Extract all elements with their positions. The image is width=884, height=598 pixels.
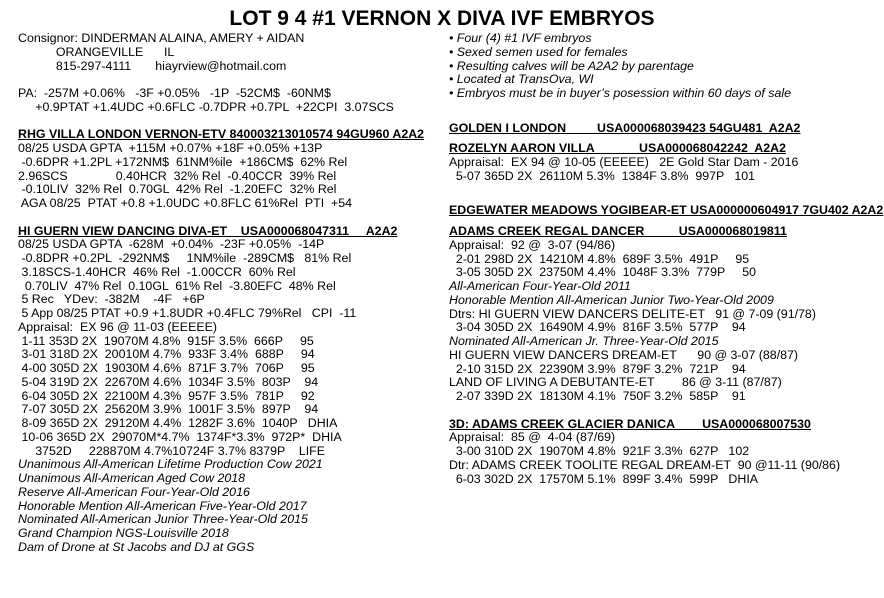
dam-record: 8-09 365D 2X 29120M 4.4% 1282F 3.6% 1040P DHIA xyxy=(18,416,338,430)
dam-record: 4-00 305D 2X 19030M 4.6% 871F 3.7% 706P 95 xyxy=(18,361,315,375)
dam-record: 7-07 305D 2X 25620M 3.9% 1001F 3.5% 897P 94 xyxy=(18,402,319,417)
bullet-item: • Sexed semen used for females xyxy=(449,44,628,59)
adams-line: 3-05 305D 2X 23750M 4.4% 1048F 3.3% 779P 50 xyxy=(449,265,756,280)
rozelyn-line: 5-07 365D 2X 26110M 5.3% 1384F 3.8% 997P 101 xyxy=(449,168,756,183)
adams-dtr: Dtrs: HI GUERN VIEW DANCERS DELITE-ET 91 @ 7-09 (91/78) xyxy=(449,306,816,321)
bullet-item: • Embryos must be in buyer’s posession within 60 days of sale xyxy=(449,86,792,100)
golden-london-header: GOLDEN I LONDON USA000068039423 54GU481 A2A2 xyxy=(449,120,801,135)
dam-award: Grand Champion NGS-Louisville 2018 xyxy=(18,526,229,540)
lot-title: LOT 9 4 #1 VERNON X DIVA IVF EMBRYOS xyxy=(229,7,655,30)
glacier-line: 3-00 310D 2X 19070M 4.8% 921F 3.3% 627P 102 xyxy=(449,444,750,458)
adams-dtr-record: 2-10 315D 2X 22390M 3.9% 879F 3.2% 721P 94 xyxy=(449,361,746,376)
adams-award: Honorable Mention All-American Junior Two-Year-Old 2009 xyxy=(449,292,774,307)
dam-line: 0.70LIV 47% Rel 0.10GL 61% Rel -3.80EFC 48% Rel xyxy=(18,278,336,293)
bullet-item: • Located at TransOva, WI xyxy=(449,72,594,87)
dam-lifetime: 3752D 228870M 4.7%10724F 3.7% 8379P LIFE xyxy=(18,443,325,458)
glacier-line: Dtr: ADAMS CREEK TOOLITE REGAL DREAM-ET 90 @11-11 (90/86) xyxy=(449,457,841,472)
sire-line: 2.96SCS 0.40HCR 32% Rel -0.40CCR 39% Rel xyxy=(18,168,337,183)
right-column xyxy=(449,31,884,486)
adams-line: Appraisal: 92 @ 3-07 (94/86) xyxy=(449,237,616,252)
dam-appraisal: Appraisal: EX 96 @ 11-03 (EEEEE) xyxy=(18,319,217,334)
adams-dtr: HI GUERN VIEW DANCERS DREAM-ET 90 @ 3-07 (88/87) xyxy=(449,347,799,362)
dam-line: 3.18SCS-1.40HCR 46% Rel -1.00CCR 60% Rel xyxy=(18,264,296,279)
glacier-line: 6-03 302D 2X 17570M 5.1% 899F 3.4% 599P DHIA xyxy=(449,471,759,486)
dam-line: 5 App 08/25 PTAT +0.9 +1.8UDR +0.4FLC 79%Rel CPI -11 xyxy=(18,306,357,320)
adams-dtr: LAND OF LIVING A DEBUTANTE-ET 86 @ 3-11 (87/87) xyxy=(449,375,782,390)
rozelyn-header: ROZELYN AARON VILLA USA000068042242 A2A2 xyxy=(449,141,786,156)
sire-line: -0.6DPR +1.2PL +172NM$ 61NM%ile +186CM$ 62% Rel xyxy=(18,154,348,169)
bullet-item: • Resulting calves will be A2A2 by parentage xyxy=(449,58,694,73)
dam-record: 1-11 353D 2X 19070M 4.8% 915F 3.5% 666P 95 xyxy=(18,333,314,348)
dam-record: 6-04 305D 2X 22100M 4.3% 957F 3.5% 781P 92 xyxy=(18,388,315,403)
adams-dtr-record: 3-04 305D 2X 16490M 4.9% 816F 3.5% 577P 94 xyxy=(449,320,746,335)
sire-line: -0.10LIV 32% Rel 0.70GL 42% Rel -1.20EFC 32% Rel xyxy=(18,182,337,197)
sire-header: RHG VILLA LONDON VERNON-ETV 840003213010574 94GU960 A2A2 xyxy=(18,127,425,142)
dam-record: 5-04 319D 2X 22670M 4.6% 1034F 3.5% 803P 94 xyxy=(18,374,319,389)
bullet-item: • Four (4) #1 IVF embryos xyxy=(449,31,592,45)
adams-line: 2-01 298D 2X 14210M 4.8% 689F 3.5% 491P 95 xyxy=(449,251,750,266)
adams-dtr-record: 2-07 339D 2X 18130M 4.1% 750F 3.2% 585P 91 xyxy=(449,389,746,403)
dam-award: Nominated All-American Junior Three-Year-Old 2015 xyxy=(18,512,308,527)
glacier-line: Appraisal: 85 @ 4-04 (87/69) xyxy=(449,430,616,445)
rozelyn-line: Appraisal: EX 94 @ 10-05 (EEEEE) 2E Gold Star Dam - 2016 xyxy=(449,155,799,169)
sire-line: AGA 08/25 PTAT +0.8 +1.0UDC +0.8FLC 61%Rel PTI +54 xyxy=(18,196,353,210)
sire-line: 08/25 USDA GPTA +115M +0.07% +18F +0.05% +13P xyxy=(18,141,323,155)
pa-line: PA: -257M +0.06% -3F +0.05% -1P -52CM$ -60NM$ xyxy=(18,86,331,100)
adams-creek-header: ADAMS CREEK REGAL DANCER USA000068019811 xyxy=(449,224,787,238)
dam-header: HI GUERN VIEW DANCING DIVA-ET USA000068047311 A2A2 xyxy=(18,223,398,238)
dam-line: -0.8DPR +0.2PL -292NM$ 1NM%ile -289CM$ 81% Rel xyxy=(18,251,352,265)
left-column xyxy=(18,32,438,555)
dam-award: Unanimous All-American Aged Cow 2018 xyxy=(18,471,246,485)
consignor-line: Consignor: DINDERMAN ALAINA, AMERY + AIDAN xyxy=(18,31,305,45)
dam-record: 3-01 318D 2X 20010M 4.7% 933F 3.4% 688P 94 xyxy=(18,347,315,362)
consignor-city: ORANGEVILLE IL xyxy=(18,44,175,59)
consignor-contact: 815-297-4111 hiayrview@hotmail.com xyxy=(18,58,287,73)
adams-award: All-American Four-Year-Old 2011 xyxy=(449,279,631,293)
adams-dtr-award: Nominated All-American Jr. Three-Year-Old 2015 xyxy=(449,334,719,348)
dam-award: Reserve All-American Four-Year-Old 2016 xyxy=(18,484,250,499)
dam-line: 5 Rec YDev: -382M -4F +6P xyxy=(18,292,205,307)
dam-award: Honorable Mention All-American Five-Year-Old 2017 xyxy=(18,498,307,513)
pa-line: +0.9PTAT +1.4UDC +0.6FLC -0.7DPR +0.7PL +22CPI 3.07SCS xyxy=(18,99,394,114)
edgewater-header: EDGEWATER MEADOWS YOGIBEAR-ET USA000000604917 7GU402 A2A2 xyxy=(449,203,884,218)
dam-line: 08/25 USDA GPTA -628M +0.04% -23F +0.05% -14P xyxy=(18,237,325,252)
glacier-header: 3D: ADAMS CREEK GLACIER DANICA USA000068007530 xyxy=(449,416,811,431)
dam-record: 10-06 365D 2X 29070M*4.7% 1374F*3.3% 972P* DHIA xyxy=(18,429,342,444)
dam-award: Dam of Drone at St Jacobs and DJ at GGS xyxy=(18,539,255,554)
dam-award: Unanimous All-American Lifetime Production Cow 2021 xyxy=(18,457,323,472)
